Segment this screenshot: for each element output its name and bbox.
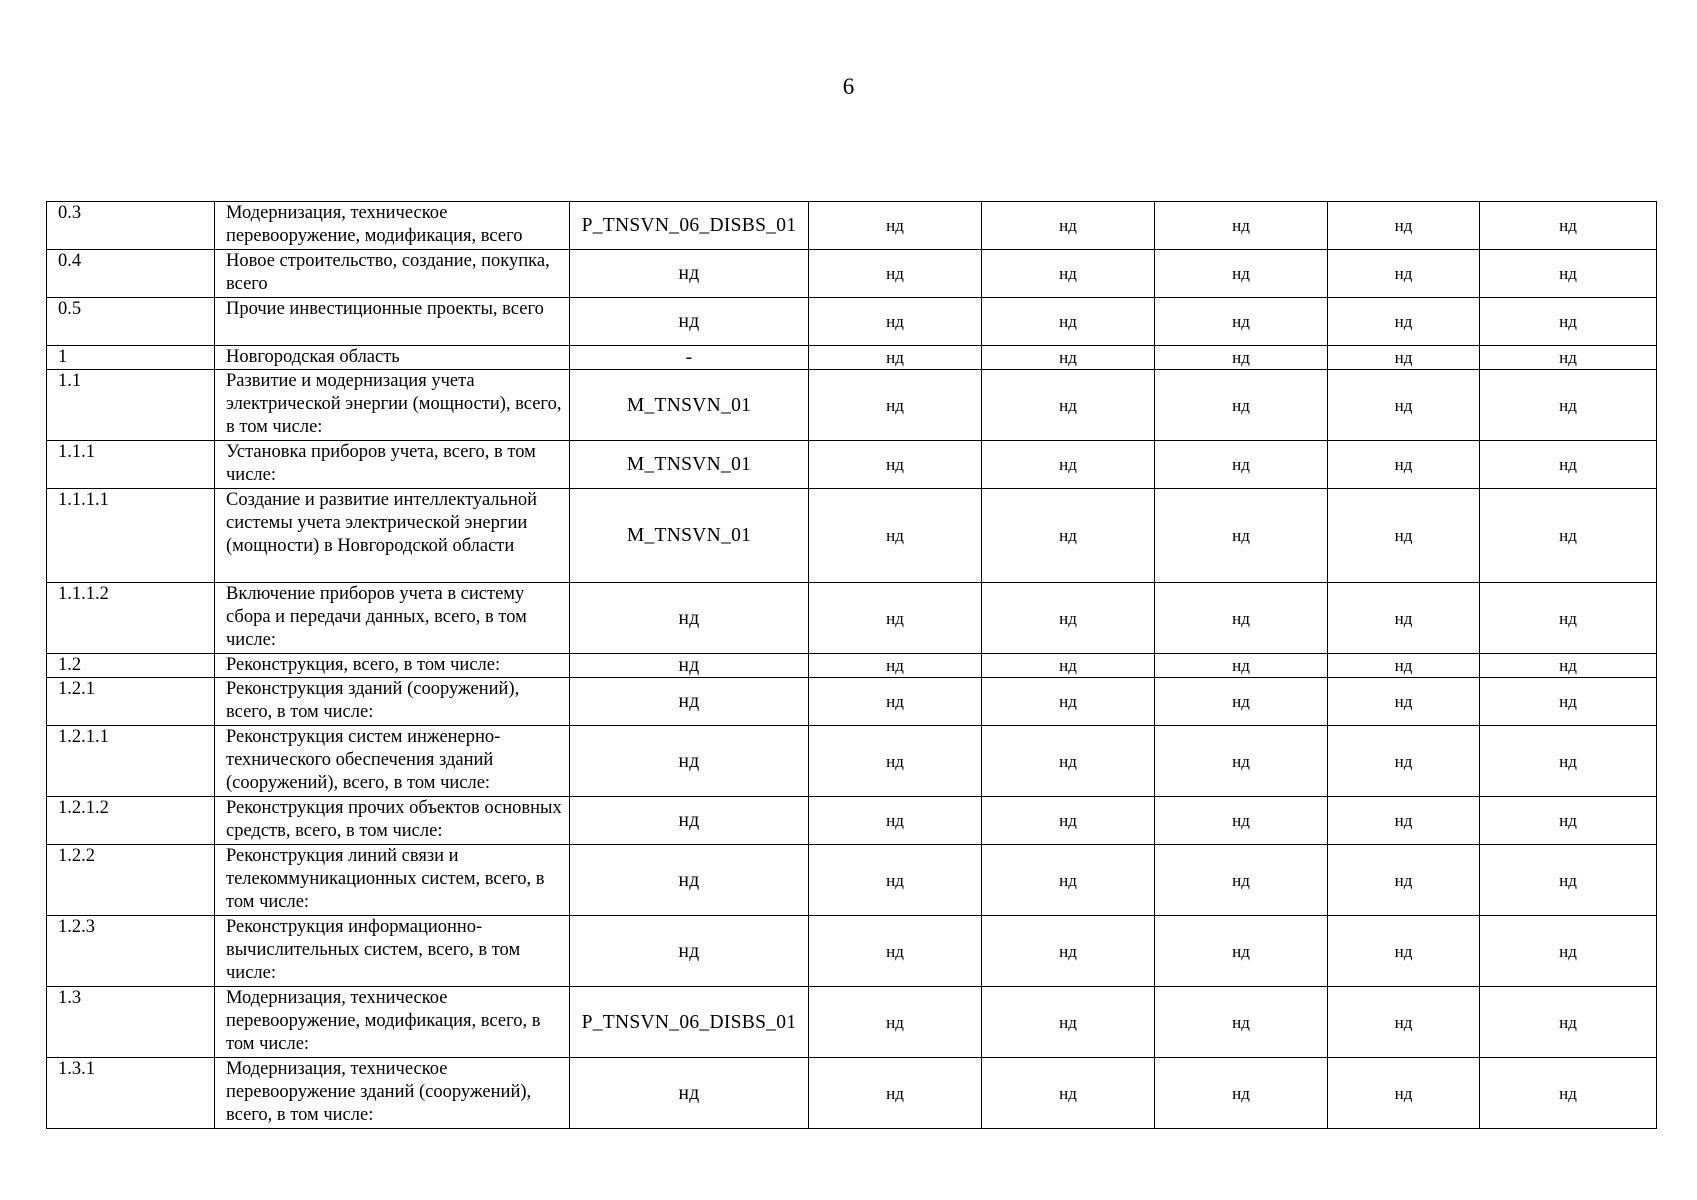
row-name: Модернизация, техническое перевооружение, модификация, всего, в том числе: — [215, 987, 570, 1058]
row-number: 1.2.3 — [47, 916, 215, 987]
row-value: нд — [809, 346, 982, 370]
row-value: нд — [982, 1058, 1155, 1129]
row-value: нд — [1328, 346, 1480, 370]
row-name: Развитие и модернизация учета электрической энергии (мощности), всего, в том числе: — [215, 370, 570, 441]
row-value: нд — [982, 298, 1155, 346]
row-value: нд — [1328, 678, 1480, 726]
row-value: нд — [1480, 654, 1657, 678]
row-name: Реконструкция линий связи и телекоммуникационных систем, всего, в том числе: — [215, 845, 570, 916]
row-value: нд — [1480, 678, 1657, 726]
table-row — [47, 678, 1657, 726]
row-value: нд — [1328, 726, 1480, 797]
row-code: нд — [570, 654, 809, 678]
row-value: нд — [1328, 441, 1480, 489]
table-row — [47, 370, 1657, 441]
row-code: нд — [570, 298, 809, 346]
row-value: нд — [1480, 250, 1657, 298]
table-row — [47, 916, 1657, 987]
row-value: нд — [982, 654, 1155, 678]
row-number: 1.2.2 — [47, 845, 215, 916]
row-value: нд — [982, 346, 1155, 370]
row-value: нд — [982, 916, 1155, 987]
row-value: нд — [982, 202, 1155, 250]
investment-program-table — [46, 201, 1657, 1129]
row-value: нд — [1480, 441, 1657, 489]
row-number: 1.3 — [47, 987, 215, 1058]
row-number: 1.1.1 — [47, 441, 215, 489]
row-value: нд — [1328, 654, 1480, 678]
row-value: нд — [809, 202, 982, 250]
row-value: нд — [809, 583, 982, 654]
row-value: нд — [1480, 987, 1657, 1058]
row-name: Установка приборов учета, всего, в том числе: — [215, 441, 570, 489]
row-value: нд — [1155, 987, 1328, 1058]
table-row — [47, 797, 1657, 845]
row-value: нд — [809, 250, 982, 298]
row-value: нд — [1155, 583, 1328, 654]
table-row — [47, 583, 1657, 654]
row-number: 0.5 — [47, 298, 215, 346]
row-name: Реконструкция, всего, в том числе: — [215, 654, 570, 678]
row-code: нд — [570, 678, 809, 726]
row-value: нд — [1155, 916, 1328, 987]
row-value: нд — [982, 797, 1155, 845]
row-name: Реконструкция систем инженерно-технического обеспечения зданий (сооружений), всего, в том числе: — [215, 726, 570, 797]
row-value: нд — [1155, 202, 1328, 250]
row-number: 1.2.1.1 — [47, 726, 215, 797]
table-row — [47, 346, 1657, 370]
table-row — [47, 845, 1657, 916]
row-name: Реконструкция информационно-вычислительных систем, всего, в том числе: — [215, 916, 570, 987]
row-name: Новое строительство, создание, покупка, всего — [215, 250, 570, 298]
row-number: 1.3.1 — [47, 1058, 215, 1129]
row-code: - — [570, 346, 809, 370]
row-number: 1.1.1.1 — [47, 489, 215, 583]
row-code: нд — [570, 797, 809, 845]
row-value: нд — [1480, 726, 1657, 797]
row-value: нд — [982, 250, 1155, 298]
row-value: нд — [1480, 370, 1657, 441]
row-name: Создание и развитие интеллектуальной системы учета электрической энергии (мощности) в Новгородской области — [215, 489, 570, 583]
row-name: Реконструкция зданий (сооружений), всего, в том числе: — [215, 678, 570, 726]
table-row — [47, 250, 1657, 298]
row-value: нд — [1328, 202, 1480, 250]
table-row — [47, 298, 1657, 346]
row-number: 1 — [47, 346, 215, 370]
row-value: нд — [1328, 250, 1480, 298]
row-value: нд — [982, 370, 1155, 441]
table-row — [47, 202, 1657, 250]
row-value: нд — [809, 797, 982, 845]
row-value: нд — [809, 489, 982, 583]
row-value: нд — [1328, 298, 1480, 346]
row-number: 1.1 — [47, 370, 215, 441]
row-value: нд — [1480, 202, 1657, 250]
row-value: нд — [1155, 489, 1328, 583]
row-name: Включение приборов учета в систему сбора и передачи данных, всего, в том числе: — [215, 583, 570, 654]
row-number: 1.2 — [47, 654, 215, 678]
row-value: нд — [1155, 441, 1328, 489]
row-value: нд — [1155, 346, 1328, 370]
row-number: 0.4 — [47, 250, 215, 298]
row-number: 1.2.1.2 — [47, 797, 215, 845]
row-value: нд — [1480, 845, 1657, 916]
row-value: нд — [1155, 250, 1328, 298]
row-value: нд — [1155, 370, 1328, 441]
row-code: M_TNSVN_01 — [570, 441, 809, 489]
row-value: нд — [1480, 298, 1657, 346]
row-value: нд — [1328, 845, 1480, 916]
row-value: нд — [809, 845, 982, 916]
row-number: 1.1.1.2 — [47, 583, 215, 654]
row-value: нд — [982, 678, 1155, 726]
row-value: нд — [982, 845, 1155, 916]
row-value: нд — [1328, 797, 1480, 845]
row-value: нд — [1480, 797, 1657, 845]
row-value: нд — [809, 441, 982, 489]
row-code: нд — [570, 916, 809, 987]
row-value: нд — [1328, 583, 1480, 654]
row-value: нд — [1480, 1058, 1657, 1129]
row-value: нд — [809, 654, 982, 678]
table-row — [47, 441, 1657, 489]
table-row — [47, 489, 1657, 583]
row-value: нд — [809, 1058, 982, 1129]
table-row — [47, 987, 1657, 1058]
row-name: Модернизация, техническое перевооружение зданий (сооружений), всего, в том числе: — [215, 1058, 570, 1129]
row-code: M_TNSVN_01 — [570, 489, 809, 583]
row-number: 0.3 — [47, 202, 215, 250]
row-value: нд — [1155, 797, 1328, 845]
row-value: нд — [1155, 845, 1328, 916]
row-value: нд — [1480, 346, 1657, 370]
row-value: нд — [1328, 987, 1480, 1058]
table-row — [47, 1058, 1657, 1129]
row-value: нд — [809, 298, 982, 346]
row-value: нд — [1155, 298, 1328, 346]
row-code: нд — [570, 726, 809, 797]
row-value: нд — [1155, 1058, 1328, 1129]
row-value: нд — [1328, 489, 1480, 583]
row-name: Модернизация, техническое перевооружение, модификация, всего — [215, 202, 570, 250]
row-name: Новгородская область — [215, 346, 570, 370]
table-row — [47, 726, 1657, 797]
page-number: 6 — [842, 74, 855, 99]
row-name: Прочие инвестиционные проекты, всего — [215, 298, 570, 346]
row-code: нд — [570, 583, 809, 654]
row-code: нд — [570, 250, 809, 298]
row-value: нд — [982, 441, 1155, 489]
row-value: нд — [982, 489, 1155, 583]
row-number: 1.2.1 — [47, 678, 215, 726]
row-value: нд — [1328, 1058, 1480, 1129]
row-code: M_TNSVN_01 — [570, 370, 809, 441]
row-value: нд — [1155, 726, 1328, 797]
row-value: нд — [809, 678, 982, 726]
row-value: нд — [809, 726, 982, 797]
row-value: нд — [809, 916, 982, 987]
row-code: P_TNSVN_06_DISBS_01 — [570, 987, 809, 1058]
row-value: нд — [1155, 654, 1328, 678]
row-name: Реконструкция прочих объектов основных средств, всего, в том числе: — [215, 797, 570, 845]
row-value: нд — [982, 583, 1155, 654]
table-row — [47, 654, 1657, 678]
row-value: нд — [982, 987, 1155, 1058]
row-code: нд — [570, 845, 809, 916]
row-value: нд — [1480, 916, 1657, 987]
row-value: нд — [1328, 916, 1480, 987]
row-value: нд — [982, 726, 1155, 797]
row-code: нд — [570, 1058, 809, 1129]
row-value: нд — [1155, 678, 1328, 726]
row-value: нд — [1328, 370, 1480, 441]
row-code: P_TNSVN_06_DISBS_01 — [570, 202, 809, 250]
row-value: нд — [809, 370, 982, 441]
row-value: нд — [1480, 489, 1657, 583]
row-value: нд — [809, 987, 982, 1058]
row-value: нд — [1480, 583, 1657, 654]
